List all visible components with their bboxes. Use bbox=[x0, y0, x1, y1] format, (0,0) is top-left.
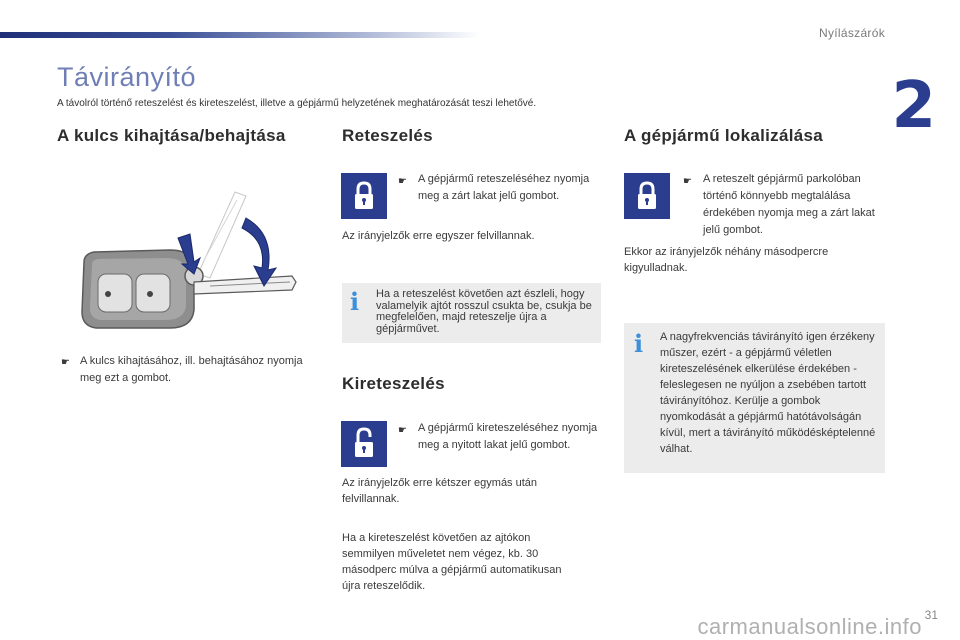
locate-info-text: A nagyfrekvenciás távirányító igen érzékeny műszer, ezért - a gépjármű véletlen kireteszelésének elkerülése érdekében - feleslegesen ne nyúljon a zsebében tartott távirányítóhoz. Kerülje a gombok nyomkodását a gépjármű hatótávolságán kívül, mert a távirányító működésképtelenné válhat. bbox=[660, 331, 876, 455]
lock-section-bullet: A gépjármű reteszeléséhez nyomja meg a zárt lakat jelű gombot. bbox=[418, 173, 590, 202]
lock-button-on-key bbox=[136, 274, 170, 312]
bullet-arrow-icon: ☛ bbox=[398, 176, 407, 187]
key-section-heading: A kulcs kihajtása/behajtása bbox=[57, 126, 286, 145]
info-icon: i bbox=[350, 287, 360, 316]
unlock-section-heading: Kireteszelés bbox=[342, 374, 445, 393]
key-blade bbox=[194, 276, 296, 294]
chapter-number: 2 bbox=[891, 69, 936, 143]
padlock-open-icon bbox=[341, 421, 387, 467]
lock-section-heading: Reteszelés bbox=[342, 126, 433, 145]
page-number: 31 bbox=[924, 608, 938, 622]
lock-info-text: Ha a reteszelést követően azt észleli, hogy valamelyik ajtót rosszul csukta be, csukja be megfelelően, majd reteszelje újra a gépjárművet. bbox=[376, 288, 592, 335]
padlock-closed-icon bbox=[624, 173, 670, 219]
chapter-name: Nyílászárók bbox=[819, 26, 885, 40]
lock-section-note: Az irányjelzők erre egyszer felvillannak. bbox=[342, 230, 535, 242]
header-accent-bar bbox=[0, 32, 480, 38]
bullet-arrow-icon: ☛ bbox=[683, 176, 692, 187]
locate-section-note: Ekkor az irányjelzők néhány másodpercre kigyulladnak. bbox=[624, 246, 829, 274]
page-subtitle: A távolról történő reteszelést és kireteszelést, illetve a gépjármű helyzetének meghatározását teszi lehetővé. bbox=[57, 98, 537, 109]
rotate-arrow-icon bbox=[242, 218, 276, 286]
unlock-section-bullet: A gépjármű kireteszeléséhez nyomja meg a nyitott lakat jelű gombot. bbox=[418, 422, 598, 451]
remote-key-illustration bbox=[70, 182, 310, 342]
padlock-closed-icon bbox=[341, 173, 387, 219]
key-blade-folded-outline bbox=[198, 192, 246, 278]
info-icon: i bbox=[634, 329, 644, 358]
page-title: Távirányító bbox=[57, 62, 197, 92]
watermark: carmanualsonline.info bbox=[697, 614, 922, 639]
lock-info-box bbox=[342, 283, 601, 343]
locate-section-heading: A gépjármű lokalizálása bbox=[624, 126, 824, 145]
locate-info-box bbox=[624, 323, 885, 473]
unlock-button-on-key bbox=[98, 274, 132, 312]
key-section-bullet: A kulcs kihajtásához, ill. behajtásához nyomja meg ezt a gombot. bbox=[80, 355, 303, 384]
locate-section-bullet: A reteszelt gépjármű parkolóban történő könnyebb megtalálása érdekében nyomja meg a zárt lakat jelű gombot. bbox=[703, 173, 875, 236]
bullet-arrow-icon: ☛ bbox=[398, 425, 407, 436]
unlock-section-note2: Ha a kireteszelést követően az ajtókon semmilyen műveletet nem végez, kb. 30 másodperc múlva a gépjármű automatikusan újra reteszelődik. bbox=[342, 532, 562, 592]
bullet-arrow-icon: ☛ bbox=[61, 357, 70, 368]
unlock-section-note: Az irányjelzők erre kétszer egymás után felvillannak. bbox=[342, 477, 538, 505]
